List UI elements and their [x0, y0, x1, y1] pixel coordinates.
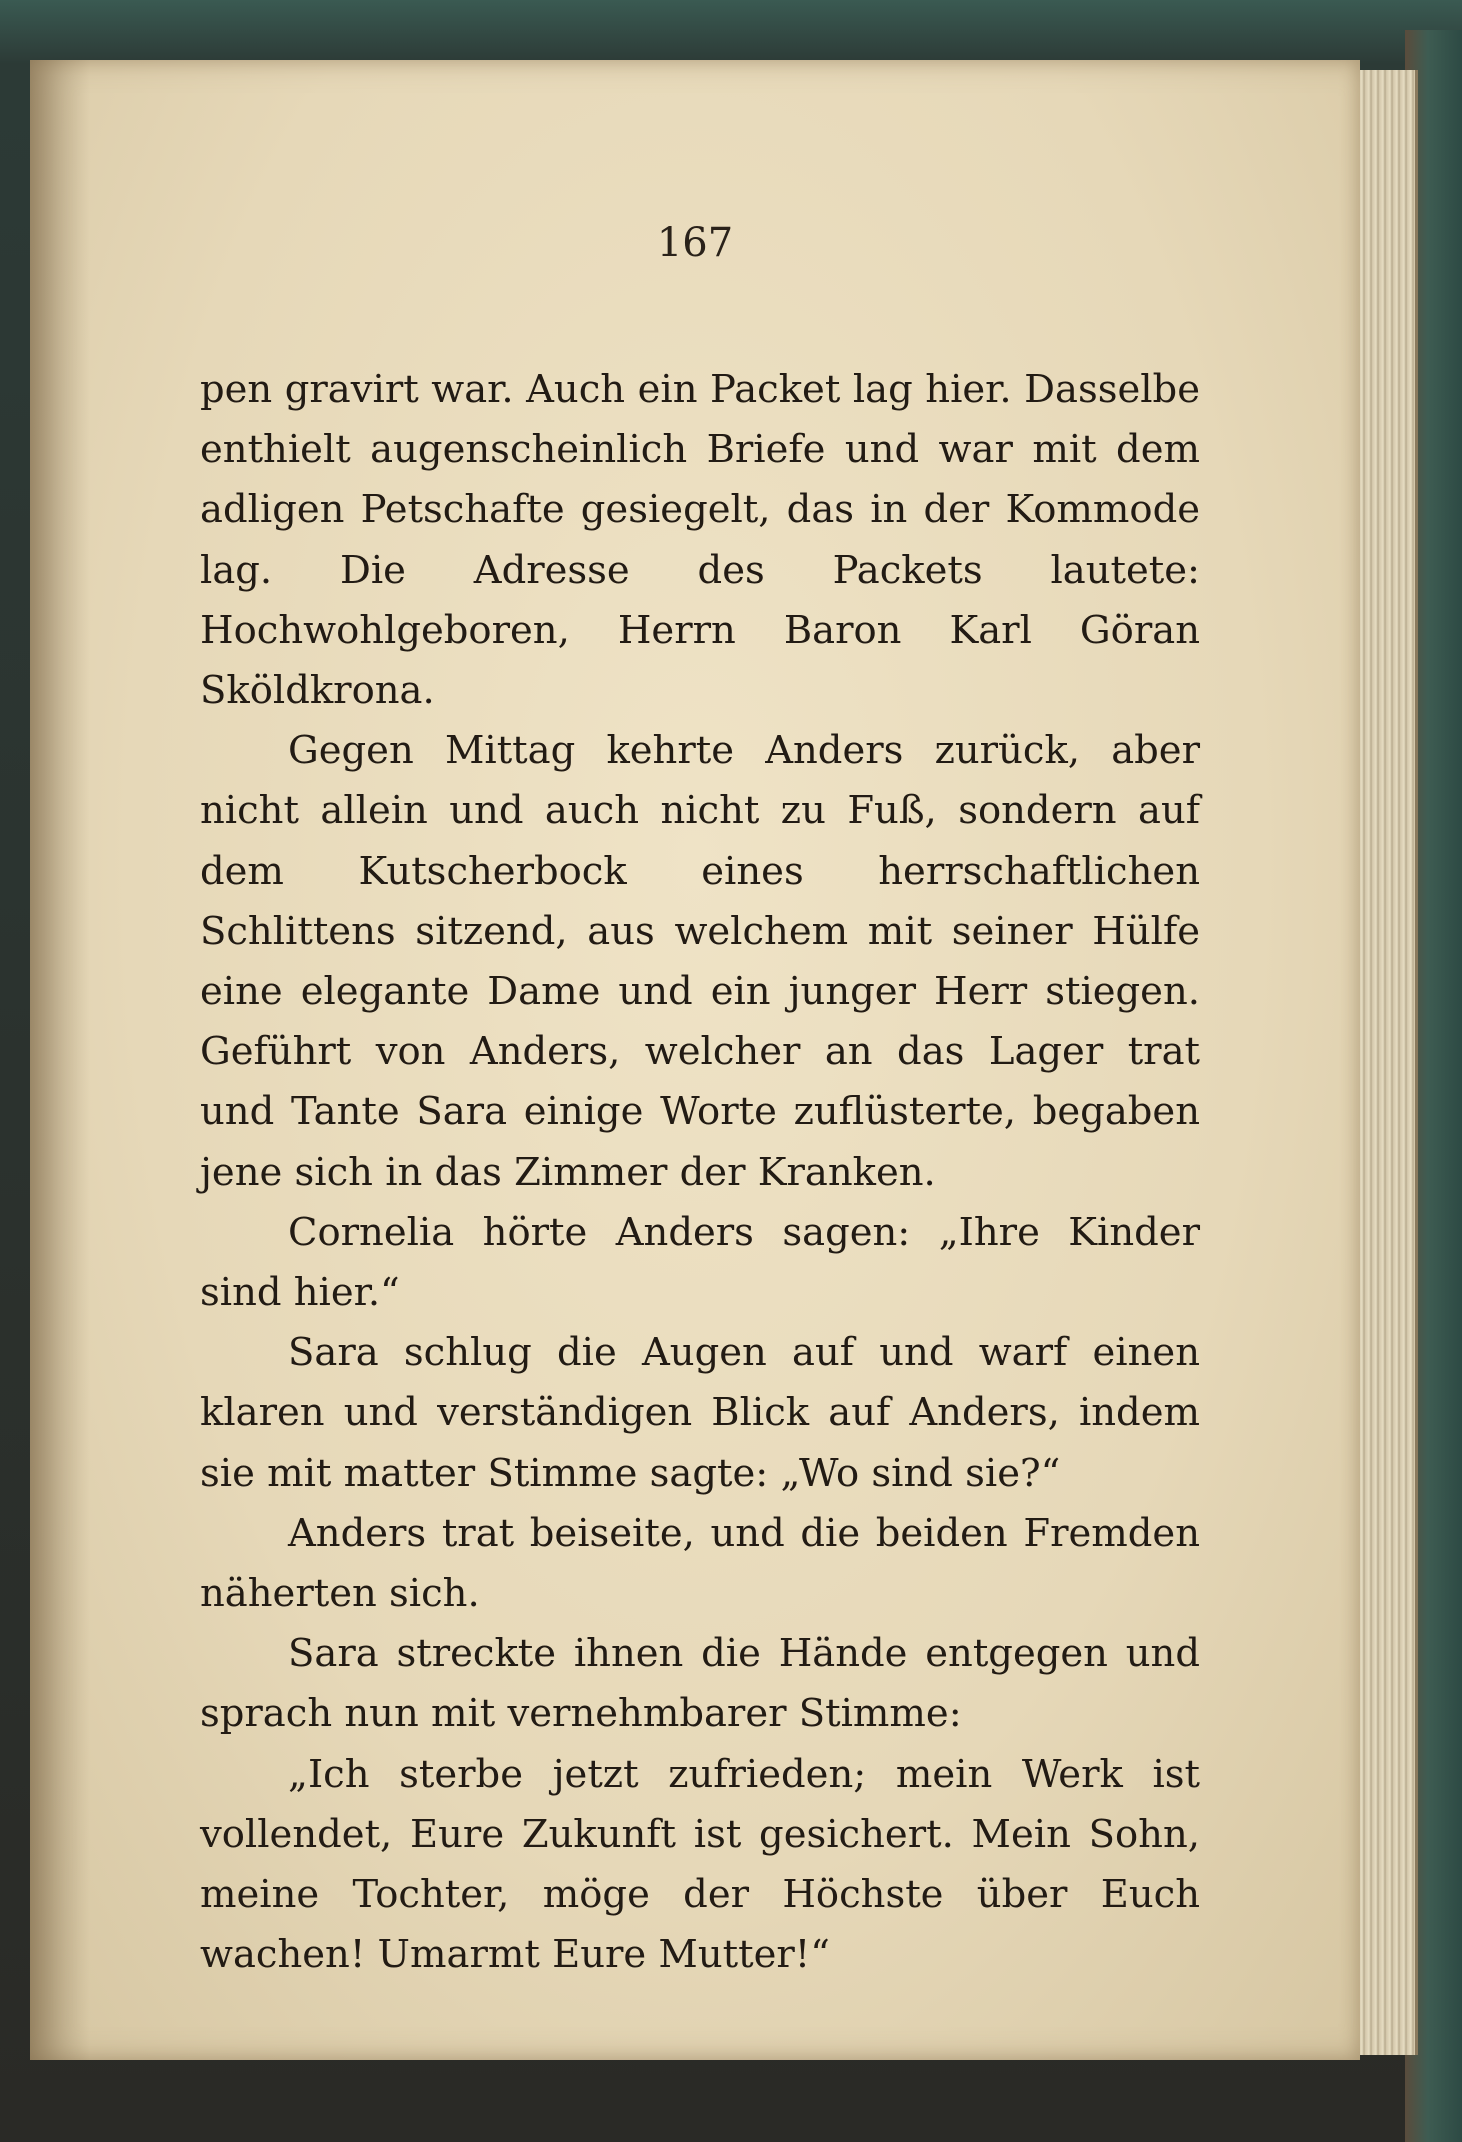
- paragraph: Gegen Mittag kehrte Anders zurück, aber nicht allein und auch nicht zu Fuß, sondern auf dem Kutscherbock eines herrschaftlichen Schlittens sitzend, aus welchem mit seiner Hülfe eine elegante Dame und ein junger Herr stiegen. Geführt von Anders, welcher an das Lager trat und Tante Sara einige Worte zuflüsterte, begaben jene sich in das Zimmer der Kranken.: [200, 728, 1200, 1195]
- page-gutter: [30, 60, 90, 2060]
- paragraph: Sara schlug die Augen auf und warf einen klaren und verständigen Blick auf Anders, indem sie mit matter Stimme sagte: „Wo sind sie?“: [200, 1330, 1200, 1496]
- page-text: [200, 360, 1200, 1985]
- paragraph: Cornelia hörte Anders sagen: „Ihre Kinder sind hier.“: [200, 1209, 1200, 1316]
- paragraph: Sara streckte ihnen die Hände entgegen und sprach nun mit vernehmbarer Stimme:: [200, 1631, 1200, 1737]
- paragraph: pen gravirt war. Auch ein Packet lag hier. Dasselbe enthielt augenscheinlich Briefe und war mit dem adligen Petschafte gesiegelt, das in der Kommode lag. Die Adresse des Packets lautete: Hochwohlgeboren, Herrn Baron Karl Göran Sköldkrona.: [200, 367, 1200, 714]
- book-page: [30, 60, 1360, 2060]
- page-number: 167: [656, 220, 734, 266]
- paragraph: „Ich sterbe jetzt zufrieden; mein Werk ist vollendet, Eure Zukunft ist gesichert. Mein Sohn, meine Tochter, möge der Höchste über Euch wachen! Umarmt Eure Mutter!“: [200, 1751, 1200, 1978]
- paragraph: Anders trat beiseite, und die beiden Fremden näherten sich.: [200, 1510, 1200, 1617]
